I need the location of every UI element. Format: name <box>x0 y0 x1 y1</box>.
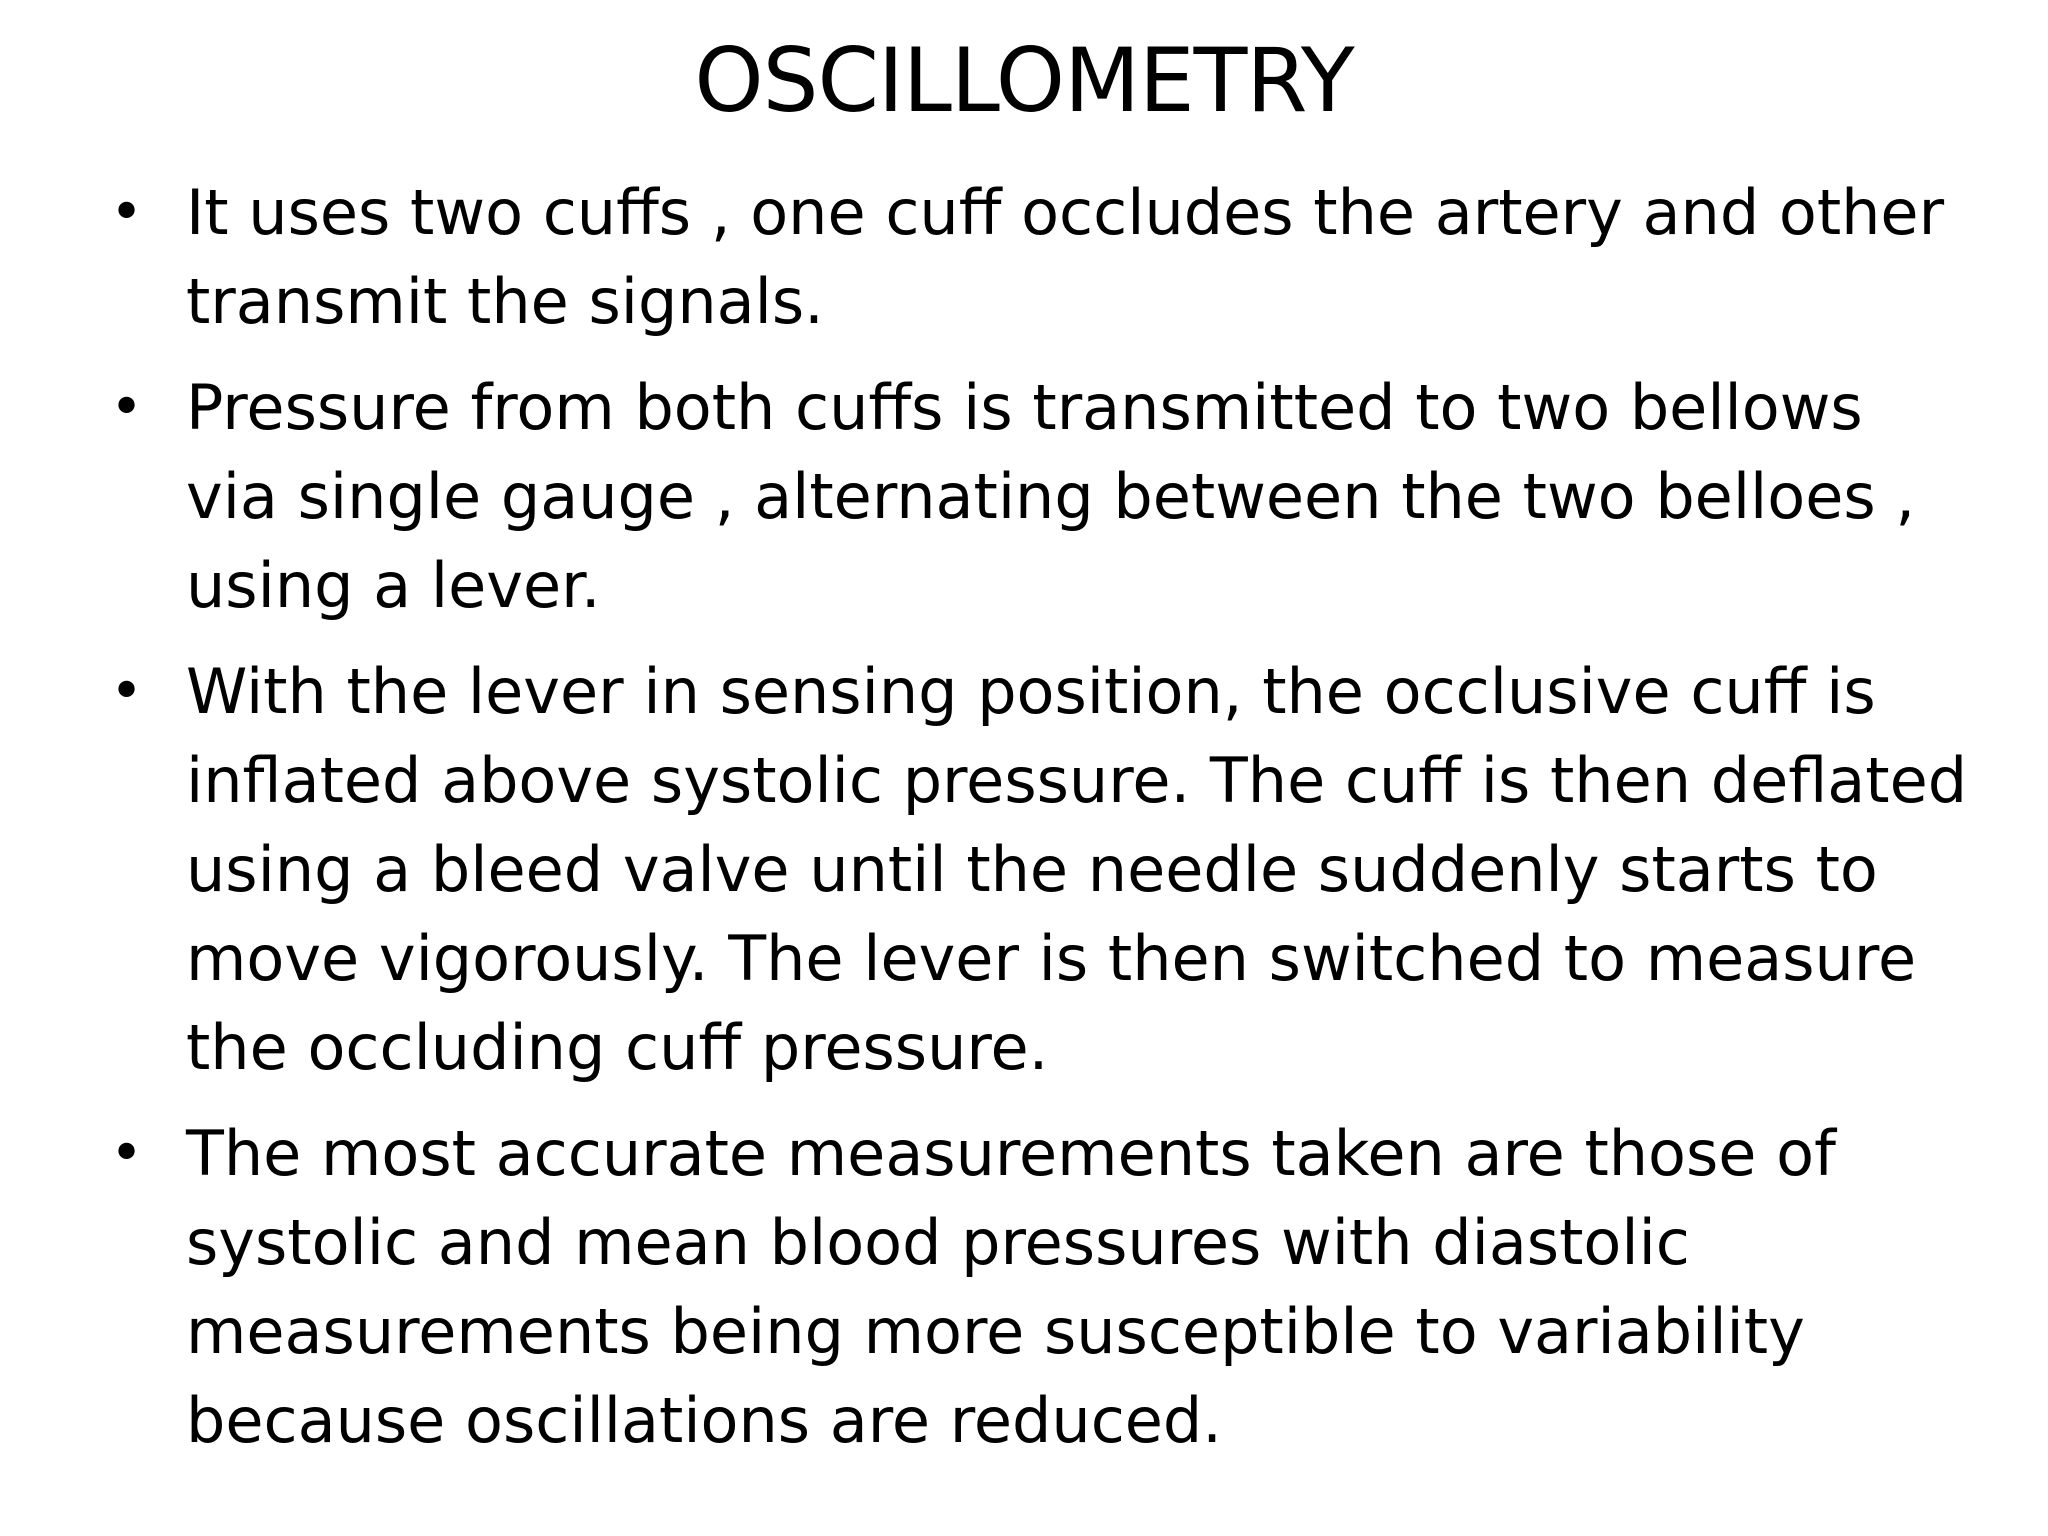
bullet-line: inflated above systolic pressure. The cuff is then deflated <box>186 744 1968 817</box>
bullet-item <box>100 168 1980 346</box>
bullet-line: via single gauge , alternating between the two belloes , <box>186 460 1916 533</box>
bullet-list <box>100 168 1980 1482</box>
bullet-line: the occluding cuff pressure. <box>186 1011 1049 1084</box>
bullet-line: The most accurate measurements taken are those of <box>186 1117 1836 1190</box>
bullet-item <box>100 363 1980 630</box>
bullet-line: With the lever in sensing position, the occlusive cuff is <box>186 655 1876 728</box>
bullet-dot-icon: • <box>110 1121 144 1186</box>
bullet-line: systolic and mean blood pressures with diastolic <box>186 1206 1690 1279</box>
bullet-line: It uses two cuffs , one cuff occludes the artery and other <box>186 176 1945 249</box>
slide-title: OSCILLOMETRY <box>694 29 1354 132</box>
bullet-line: Pressure from both cuffs is transmitted to two bellows <box>186 371 1863 444</box>
bullet-item <box>100 647 1980 1092</box>
bullet-item <box>100 1109 1980 1465</box>
bullet-line: measurements being more susceptible to variability <box>186 1295 1805 1368</box>
bullet-line: using a lever. <box>186 549 601 622</box>
bullet-line: using a bleed valve until the needle suddenly starts to <box>186 833 1878 906</box>
bullet-dot-icon: • <box>110 375 144 440</box>
bullet-dot-icon: • <box>110 659 144 724</box>
bullet-line: transmit the signals. <box>186 265 824 338</box>
bullet-line: move vigorously. The lever is then switched to measure <box>186 922 1917 995</box>
bullet-line: because oscillations are reduced. <box>186 1384 1222 1457</box>
bullet-dot-icon: • <box>110 180 144 245</box>
